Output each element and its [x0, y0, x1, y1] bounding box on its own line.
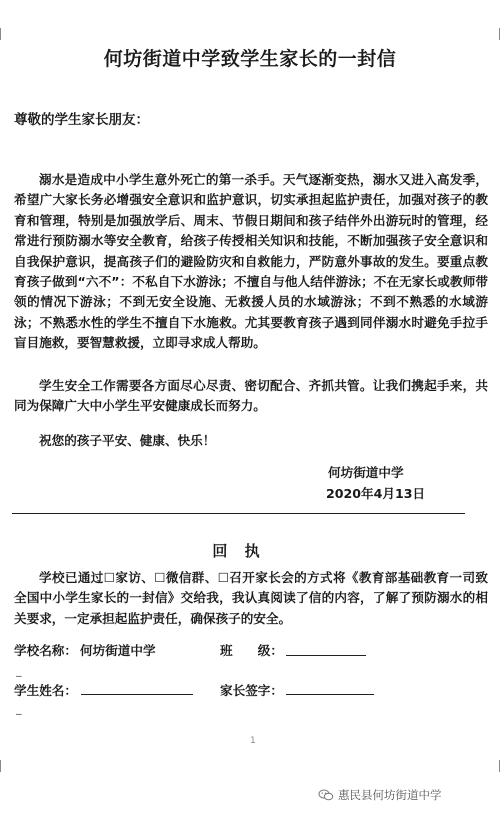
receipt-title: 回 执 [212, 542, 266, 560]
closing-wish: 祝您的孩子平安、健康、快乐！ [39, 433, 216, 448]
wechat-watermark [318, 787, 442, 803]
crop-mark [487, 760, 500, 772]
student-name-line[interactable] [81, 694, 193, 695]
student-name-label: 学生姓名： [14, 683, 77, 698]
school-name-value: 何坊街道中学 [80, 643, 156, 658]
parent-signature-line[interactable] [286, 694, 374, 695]
page-number: 1 [250, 736, 256, 746]
receipt-body: 学校已通过☐家访、☐微信群、☐召开家长会的方式将《教育部基础教育一司致全国中小学生家长的一封信》交给我，我认真阅读了信的内容，了解了预防溺水的相关要求，一定承担起监护责任，确保孩子的安全。 [14, 570, 488, 626]
dash-mark: _ [16, 664, 22, 677]
letter-paragraph-2: 学生安全工作需要各方面尽心尽责、密切配合、齐抓共管。让我们携起手来，共同为保障广大中小学生平安健康成长而努力。 [14, 378, 488, 414]
signature-organization: 何坊街道中学 [328, 465, 404, 480]
watermark-text: 惠民县何坊街道中学 [338, 788, 442, 802]
class-field-line[interactable] [286, 655, 366, 656]
school-name-label: 学校名称： [14, 643, 77, 658]
letter-title: 何坊街道中学致学生家长的一封信 [103, 48, 397, 70]
crop-mark [487, 28, 500, 40]
crop-mark [0, 760, 13, 772]
letter-paragraph-1: 溺水是造成中小学生意外死亡的第一杀手。天气逐渐变热，溺水又进入高发季，希望广大家长务必增强安全意识和监护意识，切实承担起监护责任，加强对孩子的教育和管理，特别是加强放学后、周末、节假日期间和孩子结伴外出游玩时的管理，经常进行预防溺水等安全教育，给孩子传授相关知识和技能，不断加强孩子安全意识和自我保护意识，提高孩子们的避险防灾和自救能力，严防意外事故的发生。要重点教育孩子做到“六不”：不私自下水游泳；不擅自与他人结伴游泳；不在无家长或教师带领的情况下游泳；不到无安全设施、无救援人员的水域游泳；不到不熟悉的水域游泳；不熟悉水性的学生不擅自下水施救。尤其要教育孩子遇到同伴溺水时避免手拉手盲目施救，要智慧救援，立即寻求成人帮助。 [14, 172, 488, 351]
separator-line [12, 513, 465, 514]
crop-mark [0, 28, 13, 40]
signature-date: 2020年4月13日 [326, 486, 426, 501]
class-label: 班 级： [220, 643, 283, 658]
parent-signature-label: 家长签字： [220, 683, 283, 698]
dash-mark: _ [16, 702, 22, 715]
wechat-icon [318, 789, 334, 801]
salutation: 尊敬的学生家长朋友： [14, 112, 149, 128]
